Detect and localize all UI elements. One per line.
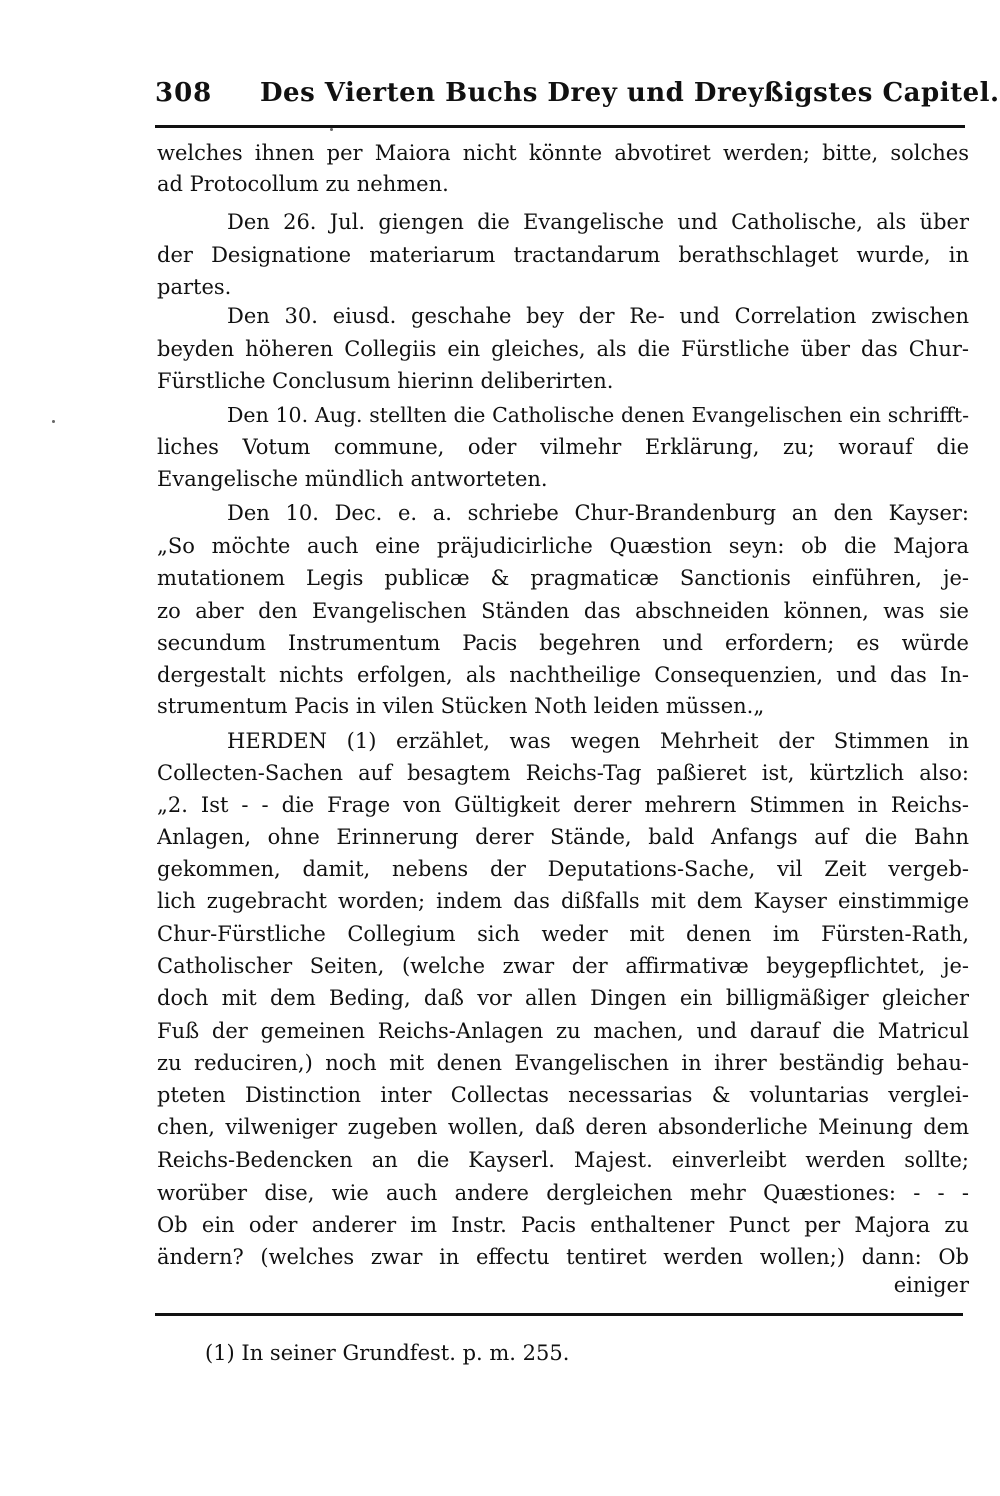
text-line: Den 30. eiusd. geschahe bey der Re- und Correlation zwischen — [227, 304, 969, 328]
main-text-block — [157, 138, 969, 1298]
header-rule — [155, 125, 965, 128]
text-line: zu reduciren,) noch mit denen Evangelischen in ihrer beständig behau- — [157, 1051, 969, 1075]
text-line: „So möchte auch eine präjudicirliche Quæstion seyn: ob die Majora — [157, 534, 969, 558]
text-line: chen, vilweniger zugeben wollen, daß deren absonderliche Meinung dem — [157, 1115, 969, 1139]
scan-speck — [52, 420, 55, 423]
text-line: Den 10. Dec. e. a. schriebe Chur-Brandenburg an den Kayser: — [227, 501, 969, 525]
text-line: Den 26. Jul. giengen die Evangelische und Catholische, als über — [227, 210, 969, 234]
footnote-rule — [155, 1313, 963, 1316]
text-line: HERDEN (1) erzählet, was wegen Mehrheit der Stimmen in — [227, 729, 969, 753]
text-line: Den 10. Aug. stellten die Catholische denen Evangelischen ein schrifft- — [227, 403, 969, 427]
text-line: Collecten-Sachen auf besagtem Reichs-Tag paßieret ist, kürtzlich also: — [157, 761, 969, 785]
text-line: der Designatione materiarum tractandarum berathschlaget wurde, in — [157, 243, 969, 267]
text-line: secundum Instrumentum Pacis begehren und erfordern; es würde — [157, 631, 969, 655]
running-head-title: Des Vierten Buchs Drey und Dreyßigstes Capitel. — [260, 78, 1000, 108]
text-line: gekommen, damit, nebens der Deputations-Sache, vil Zeit vergeb- — [157, 857, 969, 881]
text-line: ad Protocollum zu nehmen. — [157, 172, 449, 196]
text-line: partes. — [157, 275, 232, 299]
text-line: doch mit dem Beding, daß vor allen Dingen ein billigmäßiger gleicher — [157, 986, 969, 1010]
footnote: (1) In seiner Grundfest. p. m. 255. — [205, 1341, 570, 1365]
text-line: strumentum Pacis in vilen Stücken Noth leiden müssen.„ — [157, 694, 765, 718]
text-line: „2. Ist - - die Frage von Gültigkeit derer mehrern Stimmen in Reichs- — [157, 793, 969, 817]
text-line: Anlagen, ohne Erinnerung derer Stände, bald Anfangs auf die Bahn — [157, 825, 969, 849]
text-line: Evangelische mündlich antworteten. — [157, 467, 548, 491]
text-line: pteten Distinction inter Collectas necessarias & voluntarias verglei- — [157, 1083, 969, 1107]
scan-speck — [330, 128, 333, 131]
text-line: Fuß der gemeinen Reichs-Anlagen zu machen, und darauf die Matricul — [157, 1019, 969, 1043]
text-line: worüber dise, wie auch andere dergleichen mehr Quæstiones: - - - — [157, 1181, 969, 1205]
text-line: Ob ein oder anderer im Instr. Pacis enthaltener Punct per Majora zu — [157, 1213, 969, 1237]
text-line: welches ihnen per Maiora nicht könnte abvotiret werden; bitte, solches — [157, 141, 969, 165]
text-line: liches Votum commune, oder vilmehr Erklärung, zu; worauf die — [157, 435, 969, 459]
running-header — [155, 72, 1000, 116]
text-line: beyden höheren Collegiis ein gleiches, als die Fürstliche über das Chur- — [157, 337, 969, 361]
page-number: 308 — [155, 78, 213, 108]
text-line: Fürstliche Conclusum hierinn deliberirten. — [157, 369, 614, 393]
text-line: zo aber den Evangelischen Ständen das abschneiden können, was sie — [157, 599, 969, 623]
text-line: Chur-Fürstliche Collegium sich weder mit denen im Fürsten-Rath, — [157, 922, 969, 946]
text-line: lich zugebracht worden; indem das dißfalls mit dem Kayser einstimmige — [157, 889, 969, 913]
text-line: mutationem Legis publicæ & pragmaticæ Sanctionis einführen, je- — [157, 566, 969, 590]
text-line: dergestalt nichts erfolgen, als nachtheilige Consequenzien, und das In- — [157, 663, 969, 687]
text-line: ändern? (welches zwar in effectu tentiret werden wollen;) dann: Ob — [157, 1245, 969, 1269]
catchword: einiger — [893, 1273, 969, 1297]
text-line: Reichs-Bedencken an die Kayserl. Majest. einverleibt werden sollte; — [157, 1148, 969, 1172]
text-line: Catholischer Seiten, (welche zwar der affirmativæ beygepflichtet, je- — [157, 954, 969, 978]
